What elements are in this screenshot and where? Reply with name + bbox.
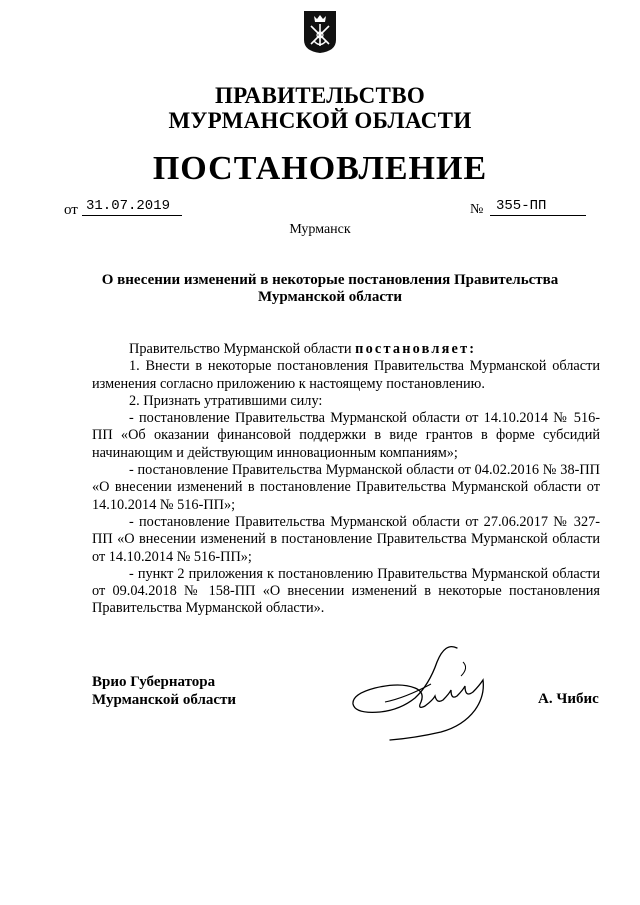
repealed-item-3: - постановление Правительства Мурманской области от 27.06.2017 № 327-ПП «О внесении изменений в постановление Правительства Мурманской области от 14.10.2014 № 516-ПП»; (92, 513, 600, 565)
handwritten-signature (345, 640, 500, 745)
repealed-item-4: - пункт 2 приложения к постановлению Правительства Мурманской области от 09.04.2018 № 158-ПП «О внесении изменений в некоторые постановления Правительства Мурманской области». (92, 565, 600, 617)
decree-verb: постановляет: (355, 341, 477, 357)
coat-of-arms-icon (303, 10, 337, 54)
org-name-line2: МУРМАНСКОЙ ОБЛАСТИ (168, 108, 472, 133)
intro-paragraph (92, 341, 600, 358)
paragraph-1: 1. Внести в некоторые постановления Правительства Мурманской области изменения согласно приложению к настоящему постановлению. (92, 358, 600, 392)
document-type: ПОСТАНОВЛЕНИЕ (152, 150, 488, 187)
repealed-item-1: - постановление Правительства Мурманской области от 14.10.2014 № 516-ПП «Об оказании финансовой поддержки в виде грантов в форме субсидий начинающим и действующим инновационным компаниям»; (92, 410, 600, 461)
document-number: 355-ПП (490, 198, 586, 216)
document-date: 31.07.2019 (82, 198, 182, 216)
signatory-position-line1: Врио Губернатора (92, 674, 216, 690)
paragraph-2: 2. Признать утратившими силу: (129, 392, 323, 409)
repealed-item-2: - постановление Правительства Мурманской области от 04.02.2016 № 38-ПП «О внесении изменений в постановление Правительства Мурманской области от 14.10.2014 № 516-ПП»; (92, 462, 600, 513)
org-name-line1: ПРАВИТЕЛЬСТВО (214, 83, 426, 108)
signatory-position (92, 673, 236, 709)
date-label: от (64, 202, 78, 218)
intro-text: Правительство Мурманской области (129, 341, 352, 357)
document-subject: О внесении изменений в некоторые постановления Правительства Мурманской области (101, 272, 559, 305)
number-label: № (470, 202, 484, 217)
document-body (92, 341, 600, 618)
signatory-position-line2: Мурманской области (92, 692, 237, 708)
city: Мурманск (289, 222, 351, 237)
signatory-name: А. Чибис (538, 691, 599, 707)
